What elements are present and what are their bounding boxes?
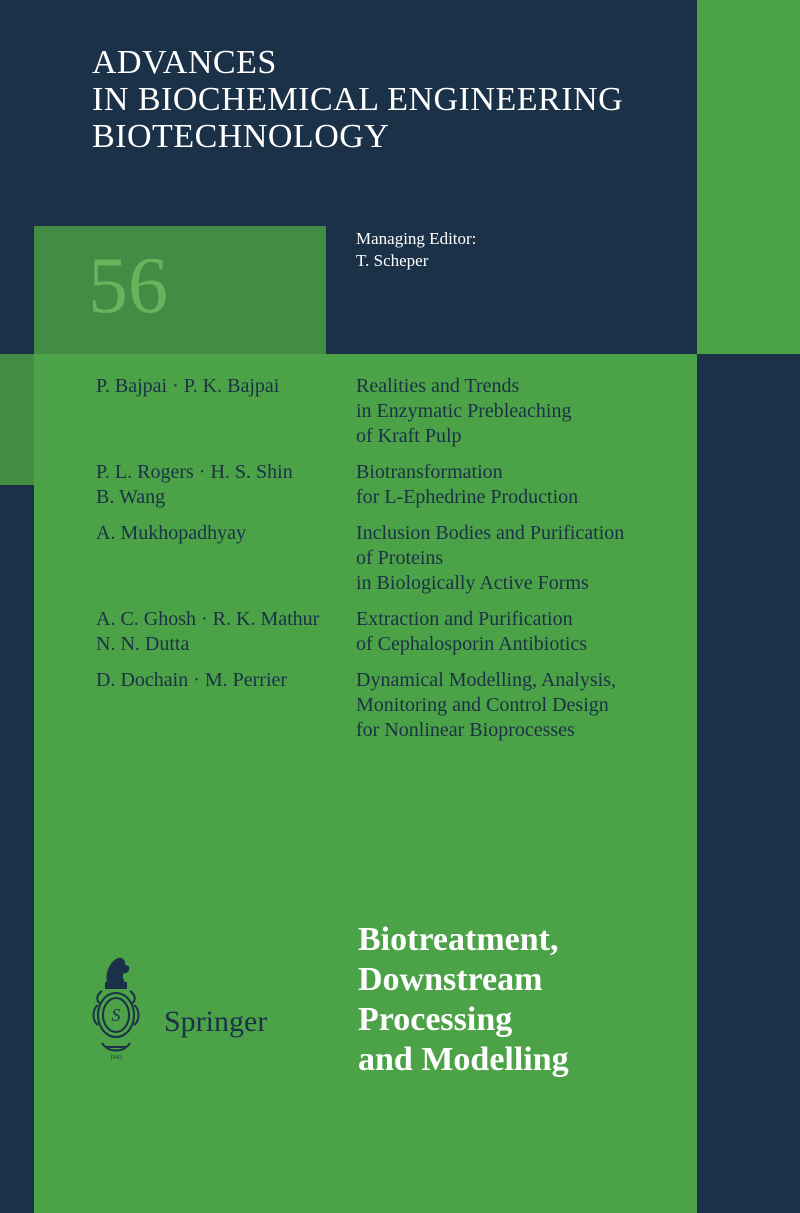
title-line: Extraction and Purification xyxy=(356,608,573,630)
title-line: of Proteins xyxy=(356,547,444,569)
entry-authors xyxy=(96,460,356,510)
title-line: Realities and Trends xyxy=(356,375,520,397)
svg-text:S: S xyxy=(111,1005,121,1025)
author-line: A. C. Ghosh · R. K. Mathur xyxy=(96,608,320,630)
series-title xyxy=(92,44,623,155)
contents-entry xyxy=(96,460,696,510)
entry-authors xyxy=(96,668,356,743)
title-line: of Cephalosporin Antibiotics xyxy=(356,633,588,655)
volume-number: 56 xyxy=(88,242,168,330)
title-line: for L-Ephedrine Production xyxy=(356,486,579,508)
series-title-line: ADVANCES xyxy=(92,44,277,81)
contents-entry xyxy=(96,668,696,743)
volume-panel xyxy=(34,226,326,354)
contents-list xyxy=(96,374,696,754)
entry-authors xyxy=(96,607,356,657)
title-line: Monitoring and Control Design xyxy=(356,694,609,716)
title-line: in Biologically Active Forms xyxy=(356,572,589,594)
book-title-line: Processing xyxy=(358,1001,513,1038)
title-line: Biotransformation xyxy=(356,461,503,483)
title-line: Dynamical Modelling, Analysis, xyxy=(356,669,616,691)
managing-editor xyxy=(356,228,476,272)
author-line: A. Mukhopadhyay xyxy=(96,522,246,544)
entry-authors xyxy=(96,521,356,596)
contents-entry xyxy=(96,374,696,449)
series-title-line: BIOTECHNOLOGY xyxy=(92,118,390,155)
contents-entry xyxy=(96,521,696,596)
title-line: for Nonlinear Bioprocesses xyxy=(356,719,575,741)
entry-title xyxy=(356,668,686,743)
entry-title xyxy=(356,521,686,596)
logo-year: 1842 xyxy=(110,1055,122,1061)
series-title-line: IN BIOCHEMICAL ENGINEERING xyxy=(92,81,624,118)
publisher-name: Springer xyxy=(164,1005,268,1038)
author-line: P. L. Rogers · H. S. Shin xyxy=(96,461,293,483)
book-title-line: Biotreatment, xyxy=(358,921,559,958)
green-corner-panel xyxy=(697,0,800,354)
author-line: D. Dochain · M. Perrier xyxy=(96,669,288,691)
author-line: B. Wang xyxy=(96,486,166,508)
title-line: of Kraft Pulp xyxy=(356,425,462,447)
entry-authors xyxy=(96,374,356,449)
entry-title xyxy=(356,607,686,657)
book-title xyxy=(358,920,569,1080)
left-strip-panel xyxy=(0,354,34,485)
author-line: N. N. Dutta xyxy=(96,633,190,655)
book-title-line: Downstream xyxy=(358,961,543,998)
publisher-logo xyxy=(88,955,298,1063)
title-line: in Enzymatic Prebleaching xyxy=(356,400,572,422)
title-line: Inclusion Bodies and Purification xyxy=(356,522,625,544)
editor-name: T. Scheper xyxy=(356,251,429,270)
springer-knight-icon xyxy=(88,955,144,1063)
entry-title xyxy=(356,460,686,510)
book-title-line: and Modelling xyxy=(358,1041,569,1078)
editor-label: Managing Editor: xyxy=(356,229,477,248)
entry-title xyxy=(356,374,686,449)
author-line: P. Bajpai · P. K. Bajpai xyxy=(96,375,280,397)
contents-entry xyxy=(96,607,696,657)
